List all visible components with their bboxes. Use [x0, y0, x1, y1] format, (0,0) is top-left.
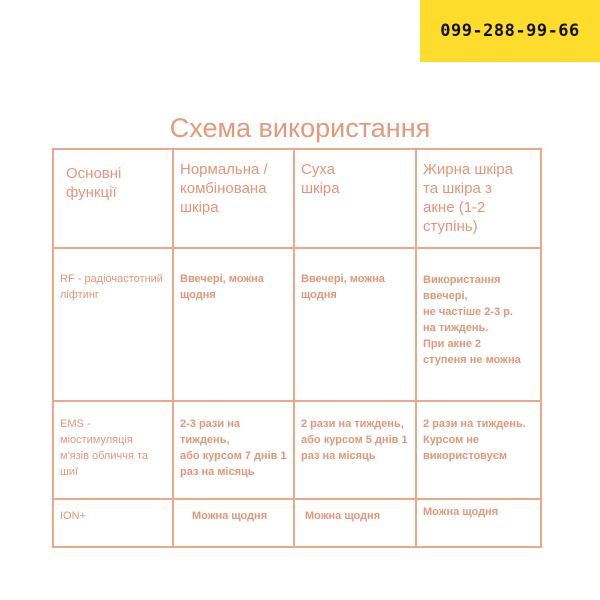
table-cell: ION+: [53, 499, 173, 547]
table-cell: 2 рази на тиждень. Курсом не використовуєм: [416, 401, 541, 499]
table-cell: Ввечері, можна щодня: [294, 248, 416, 401]
phone-number: 099-288-99-66: [440, 21, 580, 41]
table-cell: RF - радіочастотний ліфтинг: [53, 248, 173, 401]
header-cell-normal-skin: Нормальна / комбінована шкіра: [173, 149, 294, 248]
table-cell: 2-3 рази на тиждень, або курсом 7 днів 1 раз на місяць: [173, 401, 294, 499]
table-cell: Використання ввечері, не частіше 2-3 р. на тиждень. При акне 2 ступеня не можна: [416, 248, 541, 401]
table-cell: Можна щодня: [173, 499, 294, 547]
table-row: [53, 401, 541, 499]
phone-badge: [420, 0, 600, 62]
usage-table: [52, 148, 542, 548]
table-cell: 2 рази на тиждень, або курсом 5 днів 1 раз на місяць: [294, 401, 416, 499]
table-cell: Можна щодня: [294, 499, 416, 547]
table-row: [53, 499, 541, 547]
table-header-row: [53, 149, 541, 248]
header-cell-functions: Основні функції: [53, 149, 173, 248]
table-cell: Ввечері, можна щодня: [173, 248, 294, 401]
header-cell-oily-skin: Жирна шкіра та шкіра з акне (1-2 ступінь): [416, 149, 541, 248]
page-title: Схема використання: [169, 113, 431, 143]
table-cell: EMS - міостимуляція м'язів обличчя та шиї: [53, 401, 173, 499]
header-cell-dry-skin: Суха шкіра: [294, 149, 416, 248]
table-row: [53, 248, 541, 401]
table-cell: Можна щодня: [416, 499, 541, 547]
